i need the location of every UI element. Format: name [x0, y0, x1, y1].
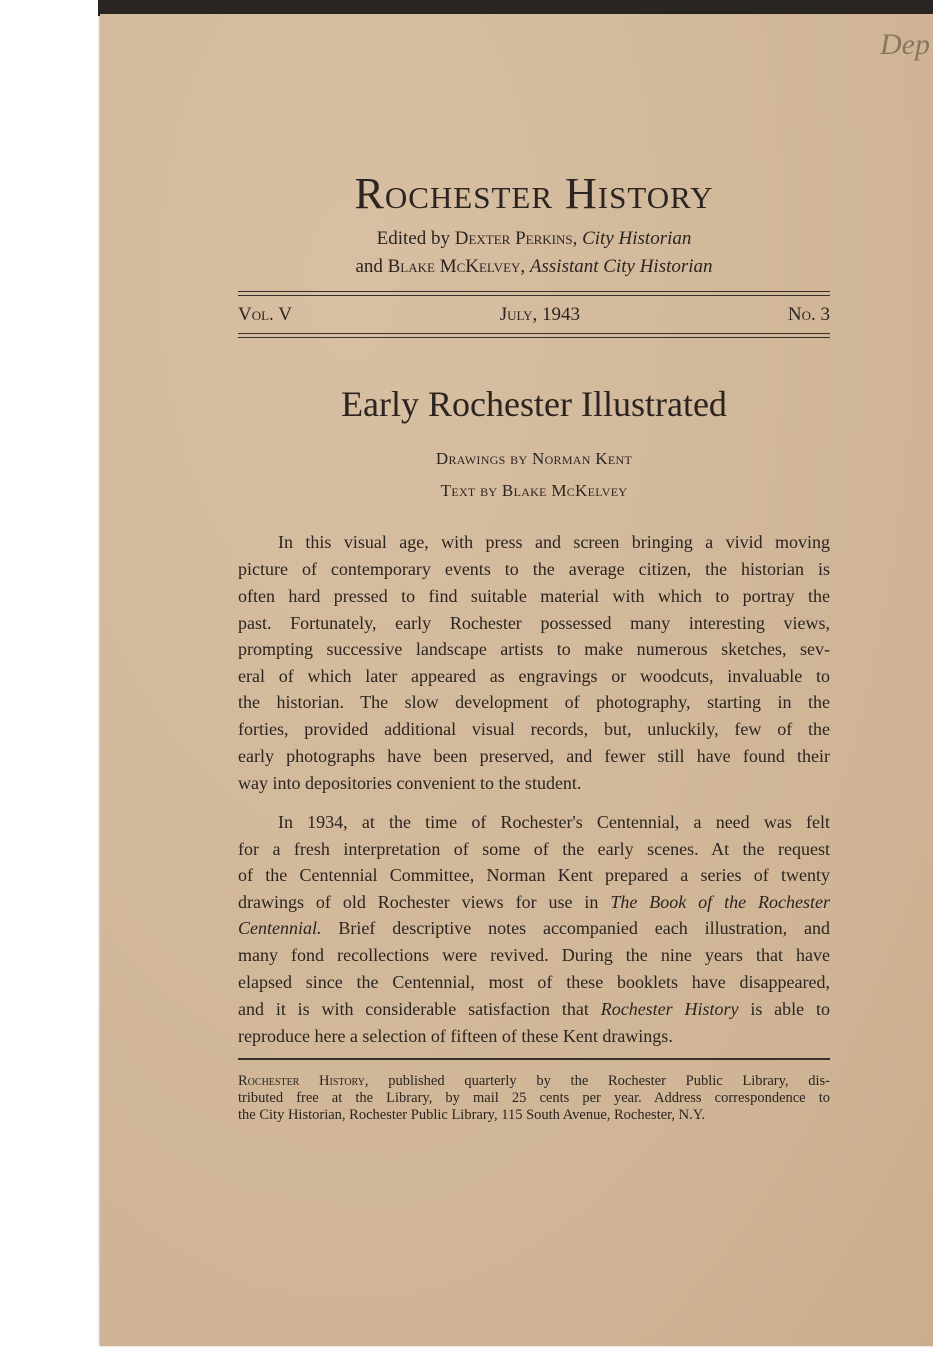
- text-run: prompting successive landscape artists to make numerous sketches, sev-: [238, 639, 830, 659]
- text-run: past. Fortunately, early Rochester possessed many interesting views,: [238, 613, 830, 633]
- text-run: drawings of old Rochester views for use in: [238, 892, 611, 912]
- text-run: many fond recollections were revived. During the nine years that have: [238, 945, 830, 965]
- text-run: is able to: [738, 999, 830, 1019]
- paragraph-2-line: [238, 944, 830, 966]
- italic-title: The Book of the Rochester: [610, 892, 830, 912]
- notice-line: [238, 1073, 830, 1089]
- text-run: often hard pressed to find suitable material with which to portray the: [238, 586, 830, 606]
- divider: [238, 291, 830, 292]
- text-run: picture of contemporary events to the average citizen, the historian is: [238, 559, 830, 579]
- paragraph-2-line: [238, 891, 830, 913]
- divider: [238, 337, 830, 338]
- paragraph-1-line: [238, 745, 830, 767]
- handwritten-note: Dep: [880, 28, 930, 61]
- editor-text: and: [355, 256, 388, 277]
- paragraph-1-line: [238, 612, 830, 634]
- italic-title: Centennial.: [238, 918, 322, 938]
- text-run: Brief descriptive notes accompanied each illustration, and: [321, 918, 830, 938]
- text-run: tributed free at the Library, by mail 25 cents per year. Address correspondence to: [238, 1090, 830, 1106]
- editor-sep: ,: [520, 256, 530, 277]
- notice-line: [238, 1090, 830, 1106]
- paragraph-1-line: [238, 718, 830, 740]
- text-run: and it is with considerable satisfaction that: [238, 999, 601, 1019]
- issue-info: [238, 304, 830, 326]
- italic-title: Rochester History: [600, 999, 739, 1019]
- editor-text: Edited by: [376, 228, 455, 249]
- editor-name: Blake McKelvey: [387, 256, 521, 277]
- notice-line: [238, 1107, 830, 1123]
- text-run: forties, provided additional visual records, but, unluckily, few of the: [238, 719, 830, 739]
- editor-line-2: [238, 256, 830, 278]
- divider: [238, 295, 830, 296]
- editor-role: City Historian: [582, 228, 692, 249]
- paragraph-1-line: [238, 665, 830, 687]
- paragraph-1-line: [238, 772, 830, 794]
- editor-name: Dexter Perkins: [454, 228, 573, 249]
- paragraph-1-line: [238, 638, 830, 660]
- volume: Vol. V: [238, 304, 292, 325]
- text-run: early photographs have been preserved, and fewer still have found their: [238, 746, 830, 766]
- paragraph-2-line: [278, 811, 830, 833]
- text-run: , published quarterly by the Rochester Public Library, dis-: [364, 1073, 830, 1089]
- text-run: for a fresh interpretation of some of the early scenes. At the request: [238, 839, 830, 859]
- issue-date: July, 1943: [499, 304, 581, 325]
- paragraph-2-line: [238, 864, 830, 886]
- paragraph-1-line: [238, 585, 830, 607]
- editor-line-1: [238, 228, 830, 250]
- paragraph-1-line: [238, 691, 830, 713]
- text-run: eral of which later appeared as engravings or woodcuts, invaluable to: [238, 666, 830, 686]
- text-run: elapsed since the Centennial, most of these booklets have disappeared,: [238, 972, 830, 992]
- text-run: In this visual age, with press and screen bringing a vivid moving: [278, 532, 830, 552]
- editor-role: Assistant City Historian: [529, 256, 713, 277]
- editor-sep: ,: [572, 228, 583, 249]
- issue-number: No. 3: [787, 304, 830, 325]
- footer-divider: [238, 1058, 830, 1060]
- text-run: In 1934, at the time of Rochester's Centennial, a need was felt: [278, 812, 830, 832]
- text-run: of the Centennial Committee, Norman Kent prepared a series of twenty: [238, 865, 830, 885]
- paragraph-2-line: [238, 971, 830, 993]
- paragraph-1-line: [278, 531, 830, 553]
- text-run: reproduce here a selection of fifteen of these Kent drawings.: [238, 1026, 673, 1046]
- paragraph-2-line: [238, 1025, 830, 1047]
- article-title: Early Rochester Illustrated: [341, 384, 727, 424]
- text-credit: Text by Blake McKelvey: [440, 481, 628, 500]
- paragraph-2-line: [238, 998, 830, 1020]
- text-run: the historian. The slow development of photography, starting in the: [238, 692, 830, 712]
- paragraph-2-line: [238, 838, 830, 860]
- drawings-credit: Drawings by Norman Kent: [435, 449, 633, 468]
- text-run: Rochester History: [238, 1073, 365, 1089]
- divider: [238, 333, 830, 334]
- paragraph-2-line: [238, 917, 830, 939]
- text-run: way into depositories convenient to the student.: [238, 773, 582, 793]
- text-run: the City Historian, Rochester Public Library, 115 South Avenue, Rochester, N.Y.: [238, 1107, 705, 1123]
- masthead-title: Rochester History: [354, 169, 714, 218]
- paragraph-1-line: [238, 558, 830, 580]
